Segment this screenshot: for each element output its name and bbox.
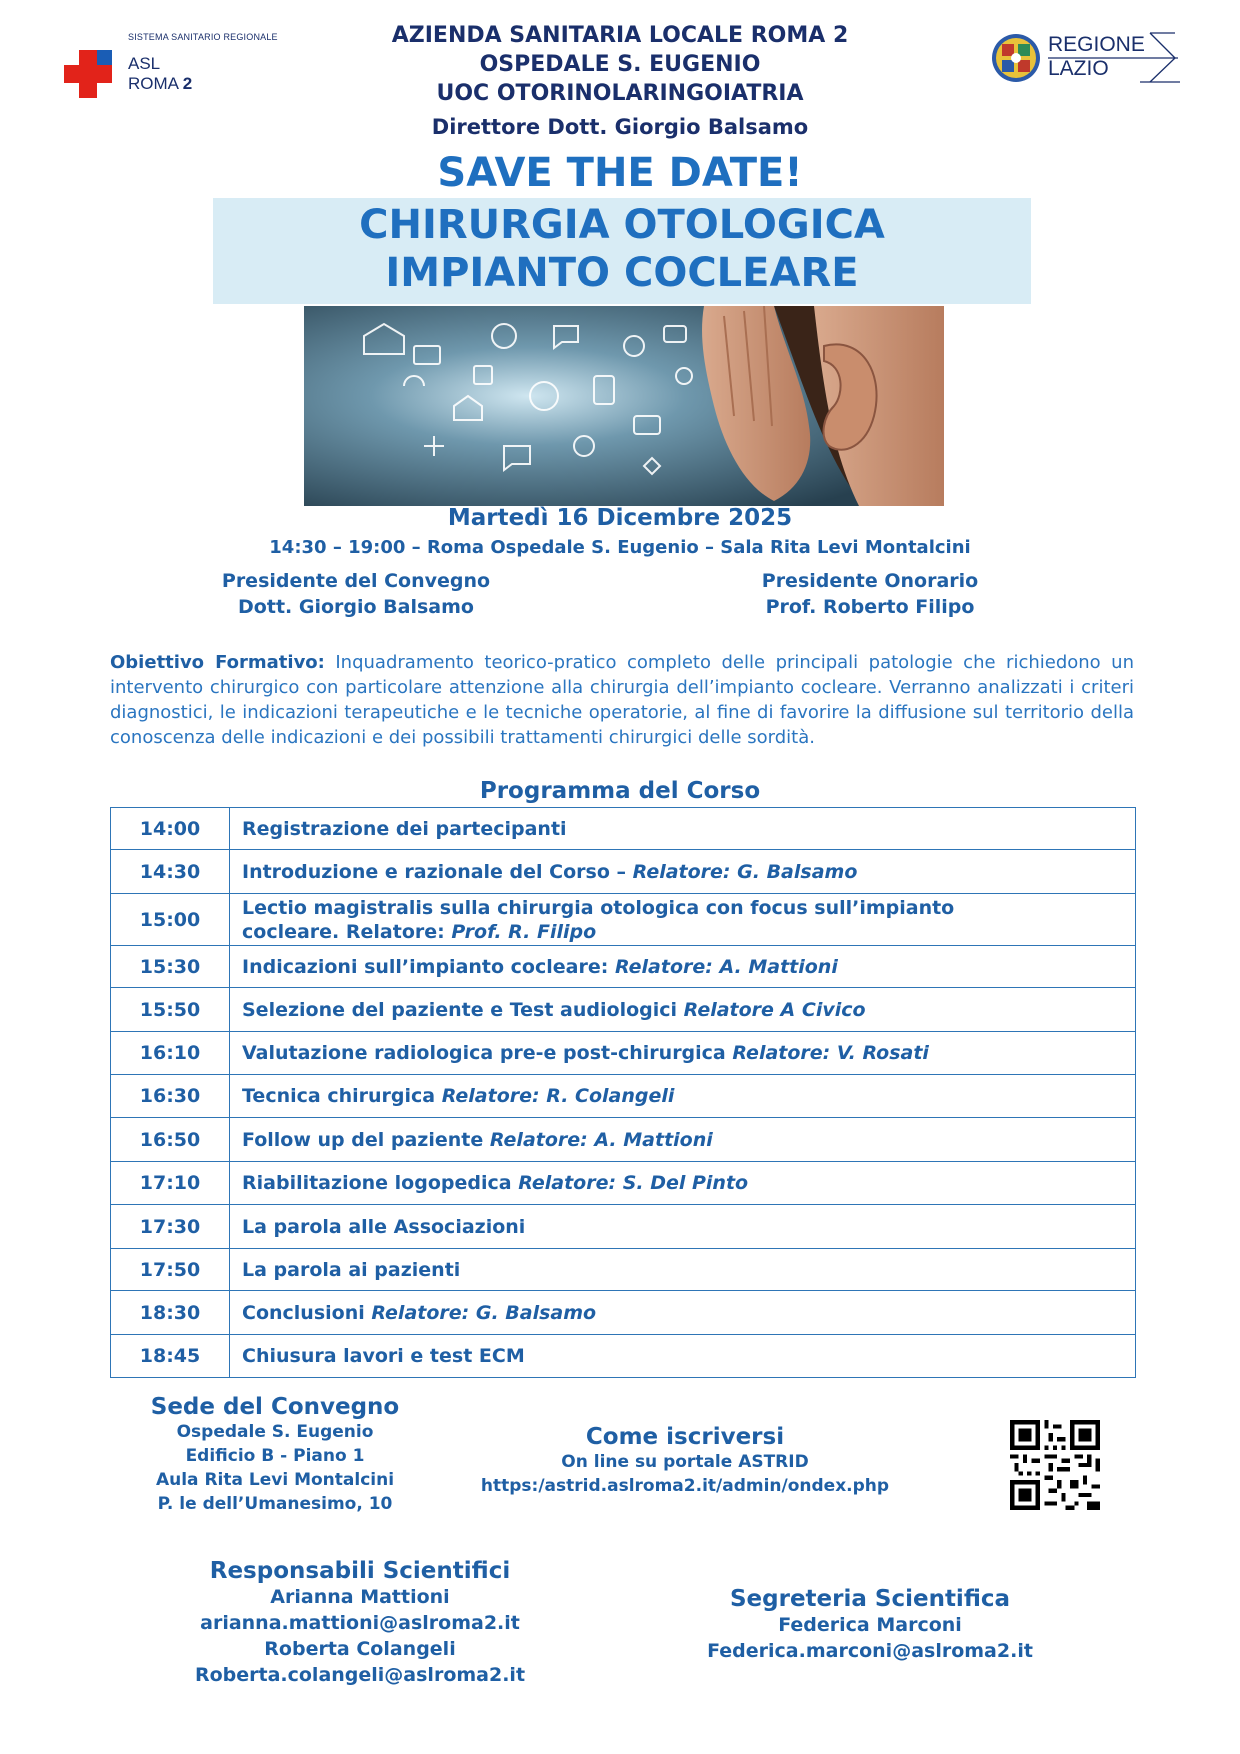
header-director: Direttore Dott. Giorgio Balsamo — [431, 115, 809, 139]
hero-ear-illustration — [304, 306, 944, 506]
title-line-1: CHIRURGIA OTOLOGICA — [359, 202, 885, 248]
table-row: 14:00 Registrazione dei partecipanti — [111, 808, 1136, 850]
table-row: 16:10 Valutazione radiologica pre-e post-chirurgica Relatore: V. Rosati — [111, 1032, 1136, 1075]
objective-label: Obiettivo Formativo: — [110, 652, 325, 673]
scientific-managers-block — [170, 1558, 550, 1688]
honorary-president-block — [680, 568, 1060, 620]
honorary-president-name: Prof. Roberto Filipo — [765, 596, 975, 618]
table-row: 17:30 La parola alle Associazioni — [111, 1205, 1136, 1249]
asl-roma2-logo — [64, 32, 284, 102]
registration-block — [440, 1424, 930, 1498]
event-venue-time: 14:30 – 19:00 – Roma Ospedale S. Eugenio – Sala Rita Levi Montalcini — [269, 537, 971, 558]
objective-text: Inquadramento teorico-pratico completo delle principali patologie che richiedono un intervento chirurgico con particolare attenzione alla chirurgia dell’impianto cocleare. Verranno analizzati i criteri diagnostici, le indicazioni terapeutiche e le tecniche operatorie, al fine di favorire la diffusione sul territorio della conoscenza delle indicazioni e dei possibili trattamenti chirurgici delle sordità. — [110, 652, 1135, 748]
registration-title: Come iscriversi — [585, 1424, 785, 1450]
header-line-3: UOC OTORINOLARINGOIATRIA — [436, 81, 804, 106]
secretariat-name: Federica Marconi — [778, 1614, 962, 1636]
venue-line-1: Ospedale S. Eugenio — [176, 1422, 374, 1442]
table-row: 15:00 Lectio magistralis sulla chirurgia otologica con focus sull’impianto cocleare. Relatore: Prof. R. Filipo — [111, 894, 1136, 946]
training-objective — [110, 650, 1134, 750]
table-row: 18:30 Conclusioni Relatore: G. Balsamo — [111, 1291, 1136, 1335]
table-row: 15:30 Indicazioni sull’impianto cocleare: Relatore: A. Mattioni — [111, 946, 1136, 988]
honorary-president-label: Presidente Onorario — [761, 570, 979, 592]
manager-email-2[interactable]: Roberta.colangeli@aslroma2.it — [194, 1664, 526, 1686]
save-the-date-heading: SAVE THE DATE! — [437, 150, 803, 196]
venue-block — [110, 1394, 440, 1516]
president-name: Dott. Giorgio Balsamo — [238, 596, 474, 618]
table-row: 16:50 Follow up del paziente Relatore: A. Mattioni — [111, 1118, 1136, 1162]
table-row: 17:10 Riabilitazione logopedica Relatore: S. Del Pinto — [111, 1162, 1136, 1205]
registration-line: On line su portale ASTRID — [561, 1452, 809, 1472]
qr-code-icon[interactable] — [1010, 1420, 1100, 1510]
title-line-2: IMPIANTO COCLEARE — [385, 250, 859, 296]
event-date: Martedì 16 Dicembre 2025 — [447, 505, 793, 531]
scientific-managers-title: Responsabili Scientifici — [209, 1558, 511, 1584]
president-label: Presidente del Convegno — [221, 570, 491, 592]
lazio-decor-icon — [990, 30, 1190, 90]
asl-subtitle: SISTEMA SANITARIO REGIONALE — [128, 32, 278, 42]
venue-line-2: Edificio B - Piano 1 — [185, 1446, 365, 1466]
asl-logo-text: ASL ROMA 2 — [128, 54, 193, 93]
regione-lazio-logo — [990, 30, 1190, 90]
red-cross-icon — [64, 50, 112, 98]
venue-line-3: Aula Rita Levi Montalcini — [155, 1470, 395, 1490]
venue-title: Sede del Convegno — [150, 1394, 400, 1420]
manager-name-2: Roberta Colangeli — [264, 1638, 456, 1660]
title-banner — [213, 198, 1031, 304]
manager-email-1[interactable]: arianna.mattioni@aslroma2.it — [200, 1612, 520, 1634]
table-row: 17:50 La parola ai pazienti — [111, 1249, 1136, 1291]
manager-name-1: Arianna Mattioni — [270, 1586, 450, 1608]
registration-url[interactable]: https:/astrid.aslroma2.it/admin/ondex.php — [480, 1476, 890, 1496]
scientific-secretariat-block — [680, 1586, 1060, 1664]
header-line-2: OSPEDALE S. EUGENIO — [479, 52, 761, 77]
table-row: 18:45 Chiusura lavori e test ECM — [111, 1335, 1136, 1378]
secretariat-email[interactable]: Federica.marconi@aslroma2.it — [707, 1640, 1033, 1662]
president-block — [166, 568, 546, 620]
venue-line-4: P. le dell’Umanesimo, 10 — [157, 1494, 393, 1514]
lazio-logo-text: REGIONE LAZIO — [1048, 33, 1145, 80]
table-row: 15:50 Selezione del paziente e Test audiologici Relatore A Civico — [111, 988, 1136, 1032]
program-table — [110, 807, 1136, 1378]
secretariat-title: Segreteria Scientifica — [729, 1586, 1011, 1612]
header-line-1: AZIENDA SANITARIA LOCALE ROMA 2 — [391, 23, 849, 48]
program-title: Programma del Corso — [479, 778, 761, 804]
table-row: 16:30 Tecnica chirurgica Relatore: R. Colangeli — [111, 1075, 1136, 1118]
table-row: 14:30 Introduzione e razionale del Corso – Relatore: G. Balsamo — [111, 850, 1136, 894]
